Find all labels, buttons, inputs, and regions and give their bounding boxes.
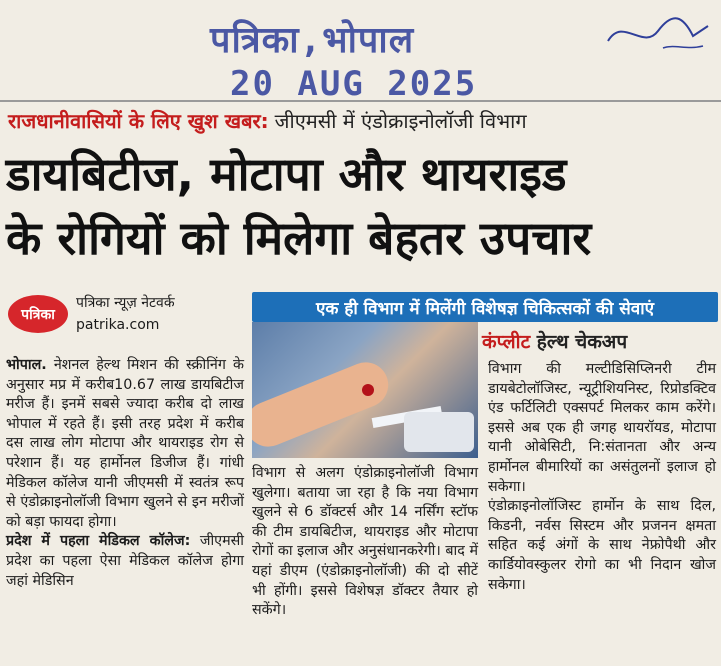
col3-paragraph-1: विभाग की मल्टीडिसिप्लिनरी टीम डायबेटोलॉजिस्ट, न्यूट्रीशियनिस्ट, रिप्रोडक्टिव एंड फर्टिलिटी एक्सपर्ट मिलकर काम करेंगे। इससे अब एक ही जगह थायरॉयड, मोटापा यानी ओबेसिटी, नि:संतानता और अन्य हार्मोनल बीमारियों का असंतुलनों इलाज हो सकेगा।: [488, 361, 716, 495]
newspaper-stamp: पत्रिका,भोपाल: [210, 20, 415, 61]
dateline: भोपाल.: [6, 357, 47, 373]
col1-paragraph-2: जीएमसी प्रदेश का पहला ऐसा मेडिकल कॉलेज होगा जहां मेडिसिन: [6, 533, 245, 589]
side-heading-red: कंप्लीट: [482, 331, 531, 353]
article-column-3: [488, 360, 716, 595]
patrika-logo: पत्रिका: [8, 295, 68, 333]
headline: [6, 142, 718, 270]
blood-drop: [362, 384, 374, 396]
col1-paragraph-1: नेशनल हेल्थ मिशन की स्क्रीनिंग के अनुसार मप्र में करीब10.67 लाख डायबिटीज मरीज हैं। इनमें सबसे ज्यादा करीब दो लाख भोपाल में रहते हैं। इसी तरह प्रदेश में करीब दस लाख लोग मोटापा और थायराइड रोग से परेशान हैं। यह हार्मोनल डिजीज हैं। गांधी मेडिकल कॉलेज यानी जीएमसी में स्वतंत्र रूप से एंडोक्राइनोलॉजी विभाग खुलने से इन मरीजों को बड़ा फायदा होगा।: [6, 357, 244, 530]
col1-subhead: प्रदेश में पहला मेडिकल कॉलेज:: [6, 533, 191, 550]
date-stamp: 20 AUG 2025: [230, 64, 478, 104]
kicker-text: जीएमसी में एंडोक्राइनोलॉजी विभाग: [274, 108, 527, 133]
side-heading: [482, 328, 718, 354]
finger-shape: [252, 356, 395, 454]
headline-line-1: डायबिटीज, मोटापा और थायराइड: [6, 147, 567, 201]
article-column-2: [252, 464, 478, 621]
byline: [8, 292, 175, 336]
handwritten-signature: [603, 6, 713, 61]
col3-paragraph-2: एंडोक्राइनोलॉजिस्ट हार्मोन के साथ दिल, किडनी, नर्वस सिस्टम और प्रजनन क्षमता सहित कई अंगों के साथ नेफ्रोपैथी और कार्डियोवस्कुलर रोगो का भी निदान खोज सकेगा।: [488, 498, 716, 593]
article-column-1: [6, 356, 244, 591]
subheading-banner: एक ही विभाग में मिलेंगी विशेषज्ञ चिकित्सकों की सेवाएं: [252, 292, 718, 322]
agency-name: पत्रिका न्यूज़ नेटवर्क: [76, 295, 175, 311]
kicker-line: [0, 100, 721, 138]
kicker-highlight: राजधानीवासियों के लिए खुश खबर:: [8, 108, 269, 133]
side-heading-rest: हेल्थ चेकअप: [536, 331, 628, 353]
blood-sugar-test-photo: [252, 322, 478, 458]
glucose-meter: [404, 412, 474, 452]
website: patrika.com: [76, 317, 160, 333]
col2-paragraph: विभाग से अलग एंडोक्राइनोलॉजी विभाग खुलेगा। बताया जा रहा है कि नया विभाग खुलने से 6 डॉक्टर्स और 14 नर्सिंग स्टॉफ की टीम डायबिटीज, थायराइड और मोटापा रोगों का इलाज और अनुसंधानकरेगी। बाद में यहां डीएम (एंडोक्राइनोलॉजी) की दो सीटें भी होंगी। इससे विशेषज्ञ डॉक्टर तैयार हो सकेंगे।: [252, 465, 478, 619]
headline-line-2: के रोगियों को मिलेगा बेहतर उपचार: [6, 211, 592, 265]
